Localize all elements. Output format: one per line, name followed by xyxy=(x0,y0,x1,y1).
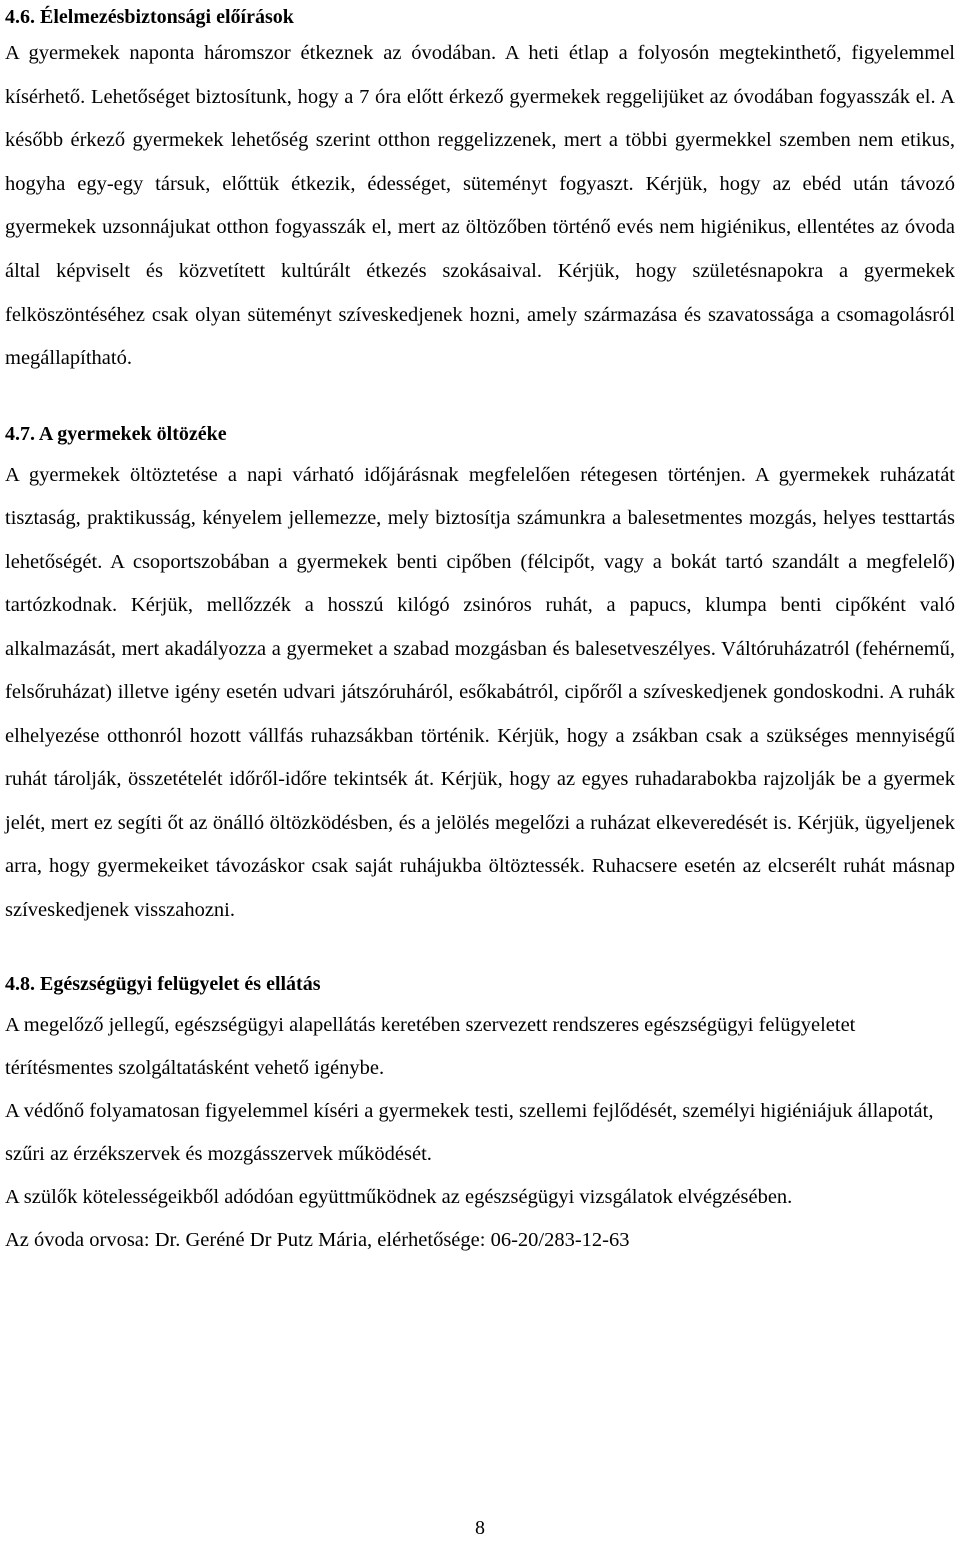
section-heading: 4.7. A gyermekek öltözéke xyxy=(5,422,227,445)
section-paragraph: A gyermekek öltöztetése a napi várható időjárásnak megfelelően rétegesen történjen. A gyermekek ruházatát tisztaság, praktikusság, kényelem jellemezze, mely biztosítja számunkra a balesetmentes mozgás, helyes testtartás lehetőségét. A csoportszobában a gyermekek benti cipőben (félcipőt, vagy a bokát tartó szandált a megfelelő) tartózkodnak. Kérjük, mellőzzék a hosszú kilógó zsinóros ruhát, a papucs, klumpa benti cipőként való alkalmazását, mert akadályozza a gyermeket a szabad mozgásban és balesetveszélyes. Váltóruházatról (fehérnemű, felsőruházat) illetve igény esetén udvari játszóruháról, esőkabátról, cipőről a szíveskedjenek gondoskodni. A ruhák elhelyezése otthonról hozott vállfás ruhazsákban történik. Kérjük, hogy a zsákban csak a szükséges mennyiségű ruhát tárolják, összetételét időről-időre tekintsék át. Kérjük, hogy az egyes ruhadarabokba rajzolják be a gyermek jelét, mert ez segíti őt az önálló öltözködésben, és a jelölés megelőzi a ruházat elkeveredését is. Kérjük, ügyeljenek arra, hogy gyermekeiket távozáskor csak saját ruhájukba öltöztessék. Ruhacsere esetén az elcserélt ruhát másnap szíveskedjenek visszahozni. xyxy=(5,463,955,921)
section-heading: 4.6. Élelmezésbiztonsági előírások xyxy=(5,6,294,28)
section-clothing xyxy=(5,414,955,933)
section-paragraph: A megelőző jellegű, egészségügyi alapellátás keretében szervezett rendszeres egészségügyi felügyeletet térítésmentes szolgáltatásként vehető igénybe. xyxy=(5,1014,856,1080)
section-paragraph: A gyermekek naponta háromszor étkeznek az óvodában. A heti étlap a folyosón megtekinthető, figyelemmel kísérhető. Lehetőséget biztosítunk, hogy a 7 óra előtt érkező gyermekek reggelijüket az óvodában fogyasszák el. A később érkező gyermekek lehetőség szerint otthon reggelizzenek, mert a többi gyermekkel szemben nem etikus, hogyha egy-egy társuk, előttük étkezik, édességet, süteményt fogyaszt. Kérjük, hogy az ebéd után távozó gyermekek uzsonnájukat otthon fogyasszák el, mert az öltözőben történő evés nem higiénikus, ellentétes az óvoda által képviselt és közvetített kultúrált étkezés szokásaival. Kérjük, hogy születésnapokra a gyermekek felköszöntéséhez csak olyan süteményt szíveskedjenek hozni, amely származása és szavatossága a csomagolásról megállapítható. xyxy=(5,42,955,370)
doctor-contact: Az óvoda orvosa: Dr. Geréné Dr Putz Mária, elérhetősége: 06-20/283-12-63 xyxy=(5,1229,630,1252)
section-paragraph: A szülők kötelességeikből adódóan együttműködnek az egészségügyi vizsgálatok elvégzésében. xyxy=(5,1186,793,1209)
document-page xyxy=(5,0,955,1262)
page-number: 8 xyxy=(475,1517,485,1539)
section-food-safety xyxy=(5,2,955,381)
section-paragraph: A védőnő folyamatosan figyelemmel kíséri a gyermekek testi, szellemi fejlődését, személyi higiéniájuk állapotát, szűri az érzékszervek és mozgásszervek működését. xyxy=(5,1100,934,1166)
section-health-care xyxy=(5,964,955,1262)
section-heading: 4.8. Egészségügyi felügyelet és ellátás xyxy=(5,973,321,996)
